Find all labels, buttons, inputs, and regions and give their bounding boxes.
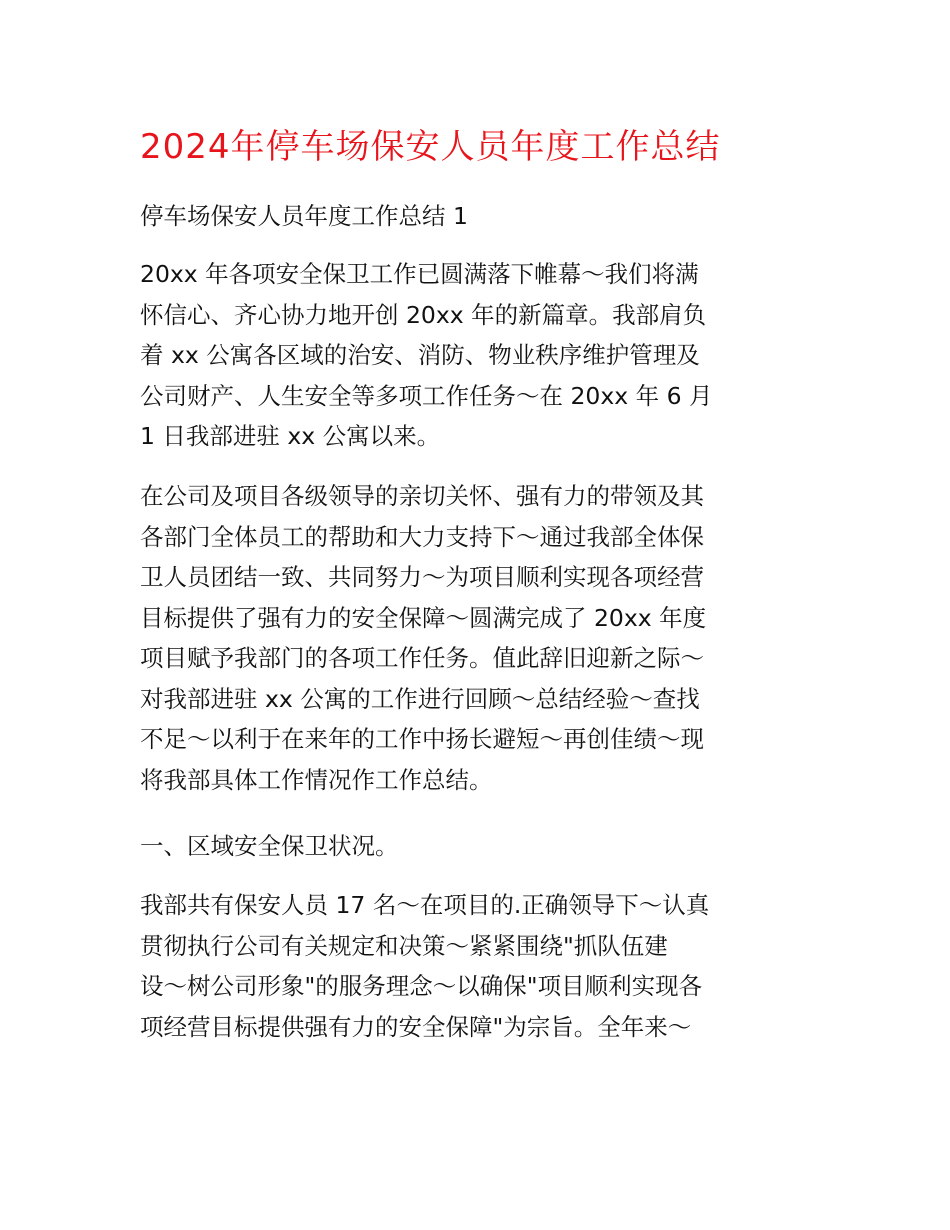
paragraph-line: 卫人员团结一致、共同努力～为项目顺利实现各项经营 xyxy=(140,563,704,591)
paragraph-line: 着 xx 公寓各区域的治安、消防、物业秩序维护管理及 xyxy=(140,341,700,369)
paragraph-line: 项经营目标提供强有力的安全保障"为宗旨。全年来～ xyxy=(140,1012,692,1041)
paragraph-line: 1 日我部进驻 xx 公寓以来。 xyxy=(140,422,441,450)
paragraph-intro xyxy=(140,254,810,457)
paragraph-line: 目标提供了强有力的安全保障～圆满完成了 20xx 年度 xyxy=(140,603,707,632)
paragraph-line: 各部门全体员工的帮助和大力支持下～通过我部全体保 xyxy=(140,522,704,551)
paragraph-line: 在公司及项目各级领导的亲切关怀、强有力的带领及其 xyxy=(140,482,704,510)
paragraph-line: 20xx 年各项安全保卫工作已圆满落下帷幕～我们将满 xyxy=(140,260,699,288)
paragraph-line: 不足～以利于在来年的工作中扬长避短～再创佳绩～现 xyxy=(140,725,704,753)
paragraph-line: 贯彻执行公司有关规定和决策～紧紧围绕"抓队伍建 xyxy=(140,931,668,960)
paragraph-line: 怀信心、齐心协力地开创 20xx 年的新篇章。我部肩负 xyxy=(140,300,707,329)
paragraph-line: 我部共有保安人员 17 名～在项目的.正确领导下～认真 xyxy=(140,891,710,919)
paragraph-line: 对我部进驻 xx 公寓的工作进行回顾～总结经验～查找 xyxy=(140,684,700,713)
paragraph-line: 项目赋予我部门的各项工作任务。值此辞旧迎新之际～ xyxy=(140,644,704,672)
section-heading-text: 一、区域安全保卫状况。 xyxy=(140,832,399,860)
section-heading xyxy=(140,826,810,867)
paragraph-line: 公司财产、人生安全等多项工作任务～在 20xx 年 6 月 xyxy=(140,381,713,410)
paragraph-summary xyxy=(140,476,810,800)
paragraph-line: 将我部具体工作情况作工作总结。 xyxy=(140,765,493,794)
section-subtitle: 停车场保安人员年度工作总结 1 xyxy=(140,202,468,230)
paragraph-security xyxy=(140,885,810,1047)
document-title: 2024年停车场保安人员年度工作总结 xyxy=(140,127,721,167)
paragraph-line: 设～树公司形象"的服务理念～以确保"项目顺利实现各 xyxy=(140,972,703,1000)
